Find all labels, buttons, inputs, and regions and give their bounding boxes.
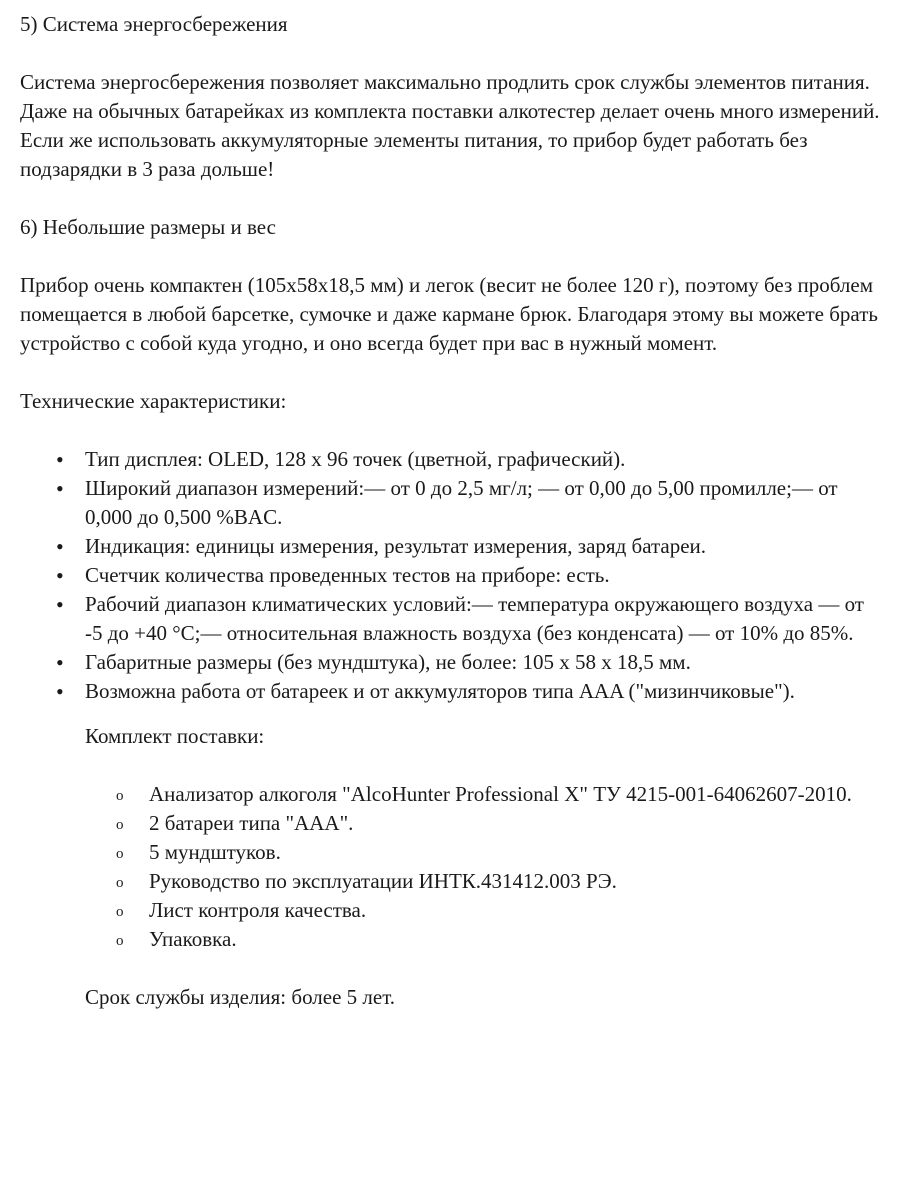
spec-item-dimensions: • Габаритные размеры (без мундштука), не более: 105 x 58 x 18,5 мм.: [20, 648, 880, 677]
kit-item-analyzer: o Анализатор алкоголя "AlcoHunter Professional X" ТУ 4215-001-64062607-2010.: [20, 780, 880, 809]
specs-list: [20, 445, 880, 706]
kit-item-quality-sheet: o Лист контроля качества.: [20, 896, 880, 925]
spec-item-indication: • Индикация: единицы измерения, результат измерения, заряд батареи.: [20, 532, 880, 561]
kit-list: [20, 780, 880, 954]
kit-item-batteries: o 2 батареи типа "AAA".: [20, 809, 880, 838]
spec-item-climate: • Рабочий диапазон климатических условий:— температура окружающего воздуха — от -5 до +40 °С;— относительная влажность воздуха (без конденсата) — от 10% до 85%.: [20, 590, 880, 648]
section-5-heading: 5) Система энергосбережения: [20, 12, 288, 36]
document-page: [20, 10, 880, 1012]
spec-item-range: • Широкий диапазон измерений:— от 0 до 2,5 мг/л; — от 0,00 до 5,00 промилле;— от 0,000 до 0,500 %BAC.: [20, 474, 880, 532]
kit-item-mouthpieces: o 5 мундштуков.: [20, 838, 880, 867]
section-5-text: Система энергосбережения позволяет максимально продлить срок службы элементов питания. Даже на обычных батарейках из комплекта поставки алкотестер делает очень много измерений. Если же использовать аккумуляторные элементы питания, то прибор будет работать без подзарядки в 3 раза дольше!: [20, 70, 880, 181]
specs-heading: Технические характеристики:: [20, 389, 287, 413]
spec-item-power: • Возможна работа от батареек и от аккумуляторов типа AAA ("мизинчиковые").: [20, 677, 880, 706]
kit-item-packaging: o Упаковка.: [20, 925, 880, 954]
kit-item-manual: o Руководство по эксплуатации ИНТК.431412.003 РЭ.: [20, 867, 880, 896]
service-life: Срок службы изделия: более 5 лет.: [85, 985, 396, 1009]
section-6-text: Прибор очень компактен (105x58x18,5 мм) и легок (весит не более 120 г), поэтому без проблем помещается в любой барсетке, сумочке и даже кармане брюк. Благодаря этому вы можете брать устройство с собой куда угодно, и оно всегда будет при вас в нужный момент.: [20, 273, 878, 355]
spec-item-counter: • Счетчик количества проведенных тестов на приборе: есть.: [20, 561, 880, 590]
spec-item-display: • Тип дисплея: OLED, 128 x 96 точек (цветной, графический).: [20, 445, 880, 474]
kit-heading: Комплект поставки:: [85, 724, 265, 748]
section-6-heading: 6) Небольшие размеры и вес: [20, 215, 276, 239]
